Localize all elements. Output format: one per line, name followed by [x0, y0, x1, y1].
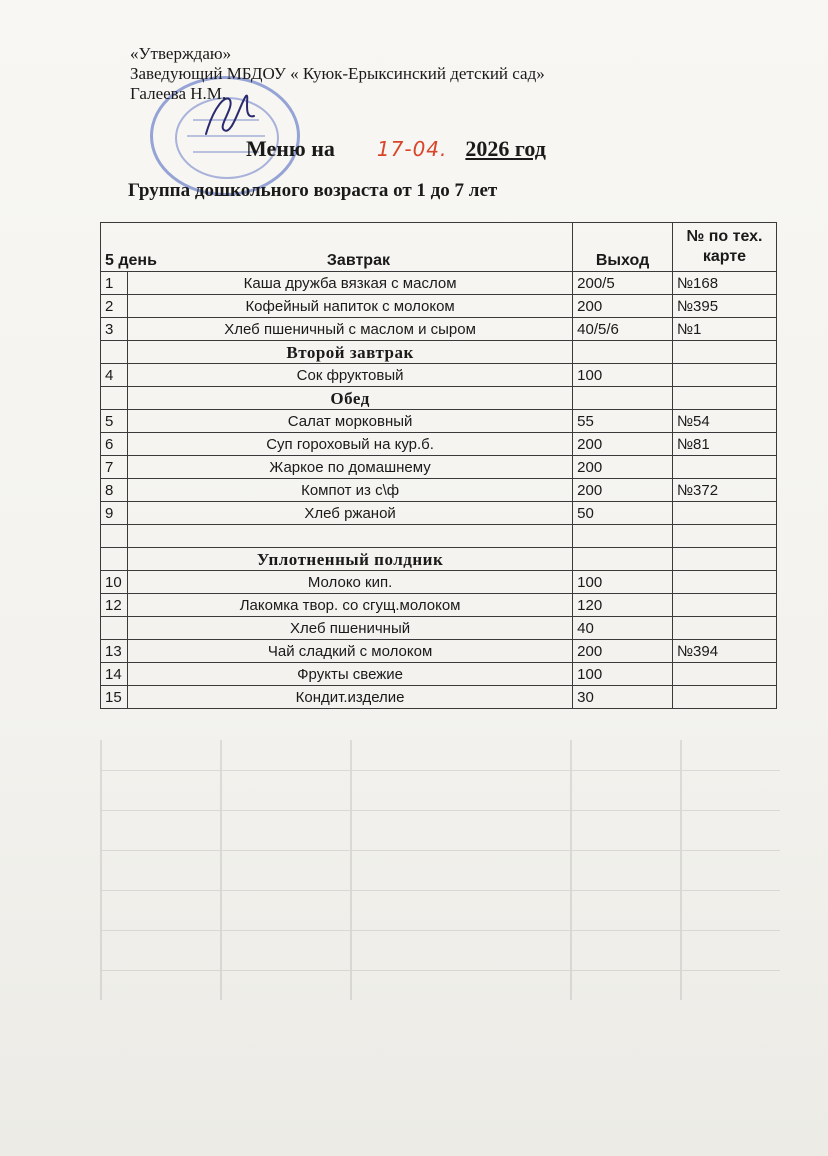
header-day: 5 день	[105, 252, 157, 269]
section-title-lunch: Обед	[128, 387, 573, 410]
table-row	[101, 364, 777, 387]
row-number: 13	[101, 640, 128, 663]
table-row	[101, 663, 777, 686]
row-number: 7	[101, 456, 128, 479]
dish-name: Каша дружба вязкая с маслом	[128, 272, 573, 295]
row-number: 9	[101, 502, 128, 525]
dish-name: Молоко кип.	[128, 571, 573, 594]
row-number: 10	[101, 571, 128, 594]
empty-row	[101, 525, 777, 548]
page-title	[246, 136, 546, 162]
section-row	[101, 341, 777, 364]
tech-card-number	[672, 571, 776, 594]
handwritten-date: 17-04.	[376, 137, 448, 161]
row-number: 15	[101, 686, 128, 709]
row-number: 1	[101, 272, 128, 295]
menu-label: Меню на	[246, 136, 335, 161]
lunch-rows	[101, 410, 777, 525]
tech-card-number: №168	[672, 272, 776, 295]
table-row	[101, 479, 777, 502]
tech-card-number: №1	[672, 318, 776, 341]
group-label: Группа дошкольного возраста от 1 до 7 лет	[128, 180, 498, 201]
dish-name: Суп гороховый на кур.б.	[128, 433, 573, 456]
row-number: 5	[101, 410, 128, 433]
header-output: Выход	[573, 223, 673, 272]
year: 2026 год	[465, 136, 546, 161]
dish-output: 55	[573, 410, 673, 433]
dish-name: Хлеб пшеничный	[128, 617, 573, 640]
dish-output: 100	[573, 364, 673, 387]
dish-output: 100	[573, 663, 673, 686]
snack-rows	[101, 571, 777, 709]
table-row	[101, 295, 777, 318]
table-row	[101, 502, 777, 525]
tech-card-number	[672, 594, 776, 617]
dish-output: 200	[573, 433, 673, 456]
tech-card-number	[672, 617, 776, 640]
row-number: 4	[101, 364, 128, 387]
head-name: Галеева Н.М.	[130, 84, 227, 103]
approve-line: «Утверждаю»	[130, 44, 232, 63]
section-title-snack: Уплотненный полдник	[128, 548, 573, 571]
table-row	[101, 594, 777, 617]
tech-card-number	[672, 502, 776, 525]
second-breakfast-section	[101, 341, 777, 364]
dish-name: Кофейный напиток с молоком	[128, 295, 573, 318]
header-cell-day-meal	[101, 223, 573, 272]
approval-header	[130, 44, 545, 104]
second-breakfast-rows	[101, 364, 777, 387]
dish-name: Жаркое по домашнему	[128, 456, 573, 479]
tech-card-number: №54	[672, 410, 776, 433]
dish-name: Сок фруктовый	[128, 364, 573, 387]
dish-name: Фрукты свежие	[128, 663, 573, 686]
header-card: № по тех. карте	[672, 223, 776, 272]
row-number: 2	[101, 295, 128, 318]
row-number: 14	[101, 663, 128, 686]
dish-output: 200	[573, 456, 673, 479]
tech-card-number	[672, 456, 776, 479]
dish-output: 200	[573, 640, 673, 663]
section-row	[101, 548, 777, 571]
breakfast-rows	[101, 272, 777, 341]
tech-card-number: №395	[672, 295, 776, 318]
dish-output: 100	[573, 571, 673, 594]
row-number: 8	[101, 479, 128, 502]
row-number: 12	[101, 594, 128, 617]
dish-output: 200	[573, 479, 673, 502]
table-row	[101, 433, 777, 456]
bleed-through-ghost	[100, 740, 780, 1040]
dish-output: 40	[573, 617, 673, 640]
tech-card-number	[672, 663, 776, 686]
tech-card-number: №372	[672, 479, 776, 502]
dish-output: 30	[573, 686, 673, 709]
menu-table	[100, 222, 777, 709]
dish-name: Кондит.изделие	[128, 686, 573, 709]
table-row	[101, 686, 777, 709]
table-row	[101, 456, 777, 479]
row-number	[101, 617, 128, 640]
tech-card-number	[672, 364, 776, 387]
table-row	[101, 318, 777, 341]
dish-name: Чай сладкий с молоком	[128, 640, 573, 663]
dish-output: 200	[573, 295, 673, 318]
tech-card-number	[672, 686, 776, 709]
dish-name: Салат морковный	[128, 410, 573, 433]
lunch-section	[101, 387, 777, 410]
table-row	[101, 272, 777, 295]
tech-card-number: №81	[672, 433, 776, 456]
dish-name: Компот из с\ф	[128, 479, 573, 502]
table-row	[101, 410, 777, 433]
dish-name: Хлеб ржаной	[128, 502, 573, 525]
row-number: 3	[101, 318, 128, 341]
table-header-row	[101, 223, 777, 272]
dish-output: 40/5/6	[573, 318, 673, 341]
dish-output: 200/5	[573, 272, 673, 295]
dish-output: 50	[573, 502, 673, 525]
snack-section	[101, 525, 777, 571]
row-number: 6	[101, 433, 128, 456]
table-row	[101, 617, 777, 640]
header-meal: Завтрак	[326, 252, 390, 269]
head-line: Заведующий МБДОУ « Куюк-Ерыксинский детский сад»	[130, 64, 545, 83]
tech-card-number: №394	[672, 640, 776, 663]
dish-name: Лакомка твор. со сгущ.молоком	[128, 594, 573, 617]
table-row	[101, 640, 777, 663]
table-row	[101, 571, 777, 594]
dish-output: 120	[573, 594, 673, 617]
section-title-second-breakfast: Второй завтрак	[128, 341, 573, 364]
dish-name: Хлеб пшеничный с маслом и сыром	[128, 318, 573, 341]
section-row	[101, 387, 777, 410]
